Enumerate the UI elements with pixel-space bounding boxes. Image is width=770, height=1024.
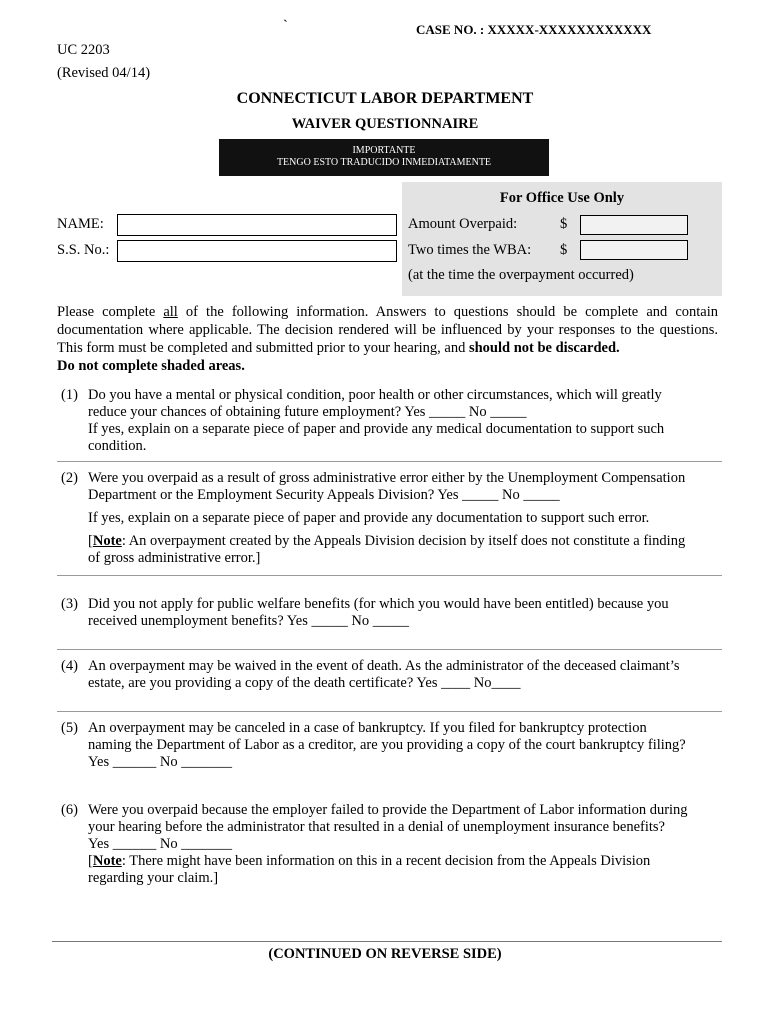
intro-underlined: all: [163, 304, 178, 320]
wba-label: Two times the WBA:: [408, 242, 532, 258]
question-6-note-text: : There might have been information on this in a recent decision from the Appeals Division: [121, 853, 651, 869]
question-1-line-3: If yes, explain on a separate piece of paper and provide any medical documentation to support such: [88, 421, 665, 437]
question-4: [88, 658, 720, 692]
question-2-note: [Note: An overpayment created by the Appeals Division decision by itself does not constitute a finding: [88, 533, 686, 549]
question-6-line-5: regarding your claim.]: [88, 870, 219, 886]
intro-text-2: of the following information. Answers to questions should be complete and contain documentation where applicable. The decision rendered will be influenced by your responses to the questions. This form must be completed and submitted prior to your hearing, and: [57, 304, 718, 356]
amount-overpaid-field[interactable]: [580, 215, 688, 235]
wba-field[interactable]: [580, 240, 688, 260]
overpayment-time-note: (at the time the overpayment occurred): [408, 267, 634, 283]
amount-currency: $: [560, 216, 568, 232]
question-1-number: (1): [61, 387, 78, 403]
question-4-line-2: estate, are you providing a copy of the death certificate? Yes ____ No____: [88, 675, 521, 691]
notice-line-1: IMPORTANTE: [352, 145, 416, 156]
amount-overpaid-label: Amount Overpaid:: [408, 216, 518, 232]
question-6-line-2: your hearing before the administrator that resulted in a denial of unemployment insurance benefits?: [88, 819, 665, 835]
question-6-line-1: Were you overpaid because the employer failed to provide the Department of Labor information during: [88, 802, 688, 818]
case-number: CASE NO. : XXXXX-XXXXXXXXXXXX: [416, 22, 652, 37]
notice-line-2: TENGO ESTO TRADUCIDO INMEDIATAMENTE: [276, 157, 492, 168]
question-5-number: (5): [61, 720, 78, 736]
wba-currency: $: [560, 242, 568, 258]
office-use-heading: For Office Use Only: [499, 190, 625, 206]
question-5-line-1: An overpayment may be canceled in a case of bankruptcy. If you filed for bankruptcy protection: [88, 720, 647, 736]
question-2-note-text: : An overpayment created by the Appeals Division decision by itself does not constitute a finding: [121, 533, 686, 549]
office-use-panel: [402, 182, 722, 296]
question-3-line-2: received unemployment benefits? Yes _____ No _____: [88, 613, 409, 629]
question-2-note-label: Note: [92, 533, 122, 549]
ssn-label: S.S. No.:: [57, 242, 110, 258]
question-6: [88, 802, 720, 887]
divider-4: [57, 711, 722, 712]
ssn-input[interactable]: [117, 240, 397, 262]
question-2-line-1: Were you overpaid as a result of gross administrative error either by the Unemployment Compensation: [88, 470, 686, 486]
question-6-note: [Note: There might have been information on this in a recent decision from the Appeals Division: [88, 853, 651, 869]
question-6-number: (6): [61, 802, 78, 818]
divider-3: [57, 649, 722, 650]
name-input[interactable]: [117, 214, 397, 236]
question-3: [88, 596, 720, 630]
question-6-line-3: Yes ______ No _______: [88, 836, 232, 852]
intro-bold-warning: should not be discarded.: [468, 340, 620, 356]
question-4-number: (4): [61, 658, 78, 674]
question-2: [88, 470, 720, 567]
translation-notice: [219, 139, 549, 176]
divider-1: [57, 461, 722, 462]
name-label: NAME:: [57, 216, 104, 232]
question-5: [88, 720, 720, 771]
instructions-paragraph: [57, 303, 718, 375]
intro-text-1: Please complete: [57, 304, 164, 320]
question-2-line-3: If yes, explain on a separate piece of paper and provide any documentation to support such error.: [88, 510, 650, 526]
form-number: UC 2203: [57, 42, 110, 58]
divider-2: [57, 575, 722, 576]
question-2-line-2: Department or the Employment Security Appeals Division? Yes _____ No _____: [88, 487, 560, 503]
question-1-line-4: condition.: [88, 438, 147, 454]
tick-mark: `: [283, 18, 288, 34]
footer-divider: [52, 941, 722, 942]
question-2-number: (2): [61, 470, 78, 486]
continued-notice: (CONTINUED ON REVERSE SIDE): [268, 946, 502, 962]
question-1-line-2: reduce your chances of obtaining future employment? Yes _____ No _____: [88, 404, 527, 420]
question-3-line-1: Did you not apply for public welfare benefits (for which you would have been entitled) because you: [88, 596, 669, 612]
question-1-line-1: Do you have a mental or physical condition, poor health or other circumstances, which will greatly: [88, 387, 662, 403]
form-title: WAIVER QUESTIONNAIRE: [291, 116, 479, 132]
question-1: [88, 387, 720, 455]
question-5-line-3: Yes ______ No _______: [88, 754, 232, 770]
question-2-line-5: of gross administrative error.]: [88, 550, 261, 566]
question-4-line-1: An overpayment may be waived in the event of death. As the administrator of the deceased claimant’s: [88, 658, 680, 674]
question-6-note-label: Note: [92, 853, 122, 869]
department-title: CONNECTICUT LABOR DEPARTMENT: [236, 90, 534, 107]
intro-shaded-warning: Do not complete shaded areas.: [57, 358, 245, 374]
question-3-number: (3): [61, 596, 78, 612]
question-5-line-2: naming the Department of Labor as a creditor, are you providing a copy of the court bankruptcy filing?: [88, 737, 686, 753]
revised-date: (Revised 04/14): [57, 65, 151, 81]
